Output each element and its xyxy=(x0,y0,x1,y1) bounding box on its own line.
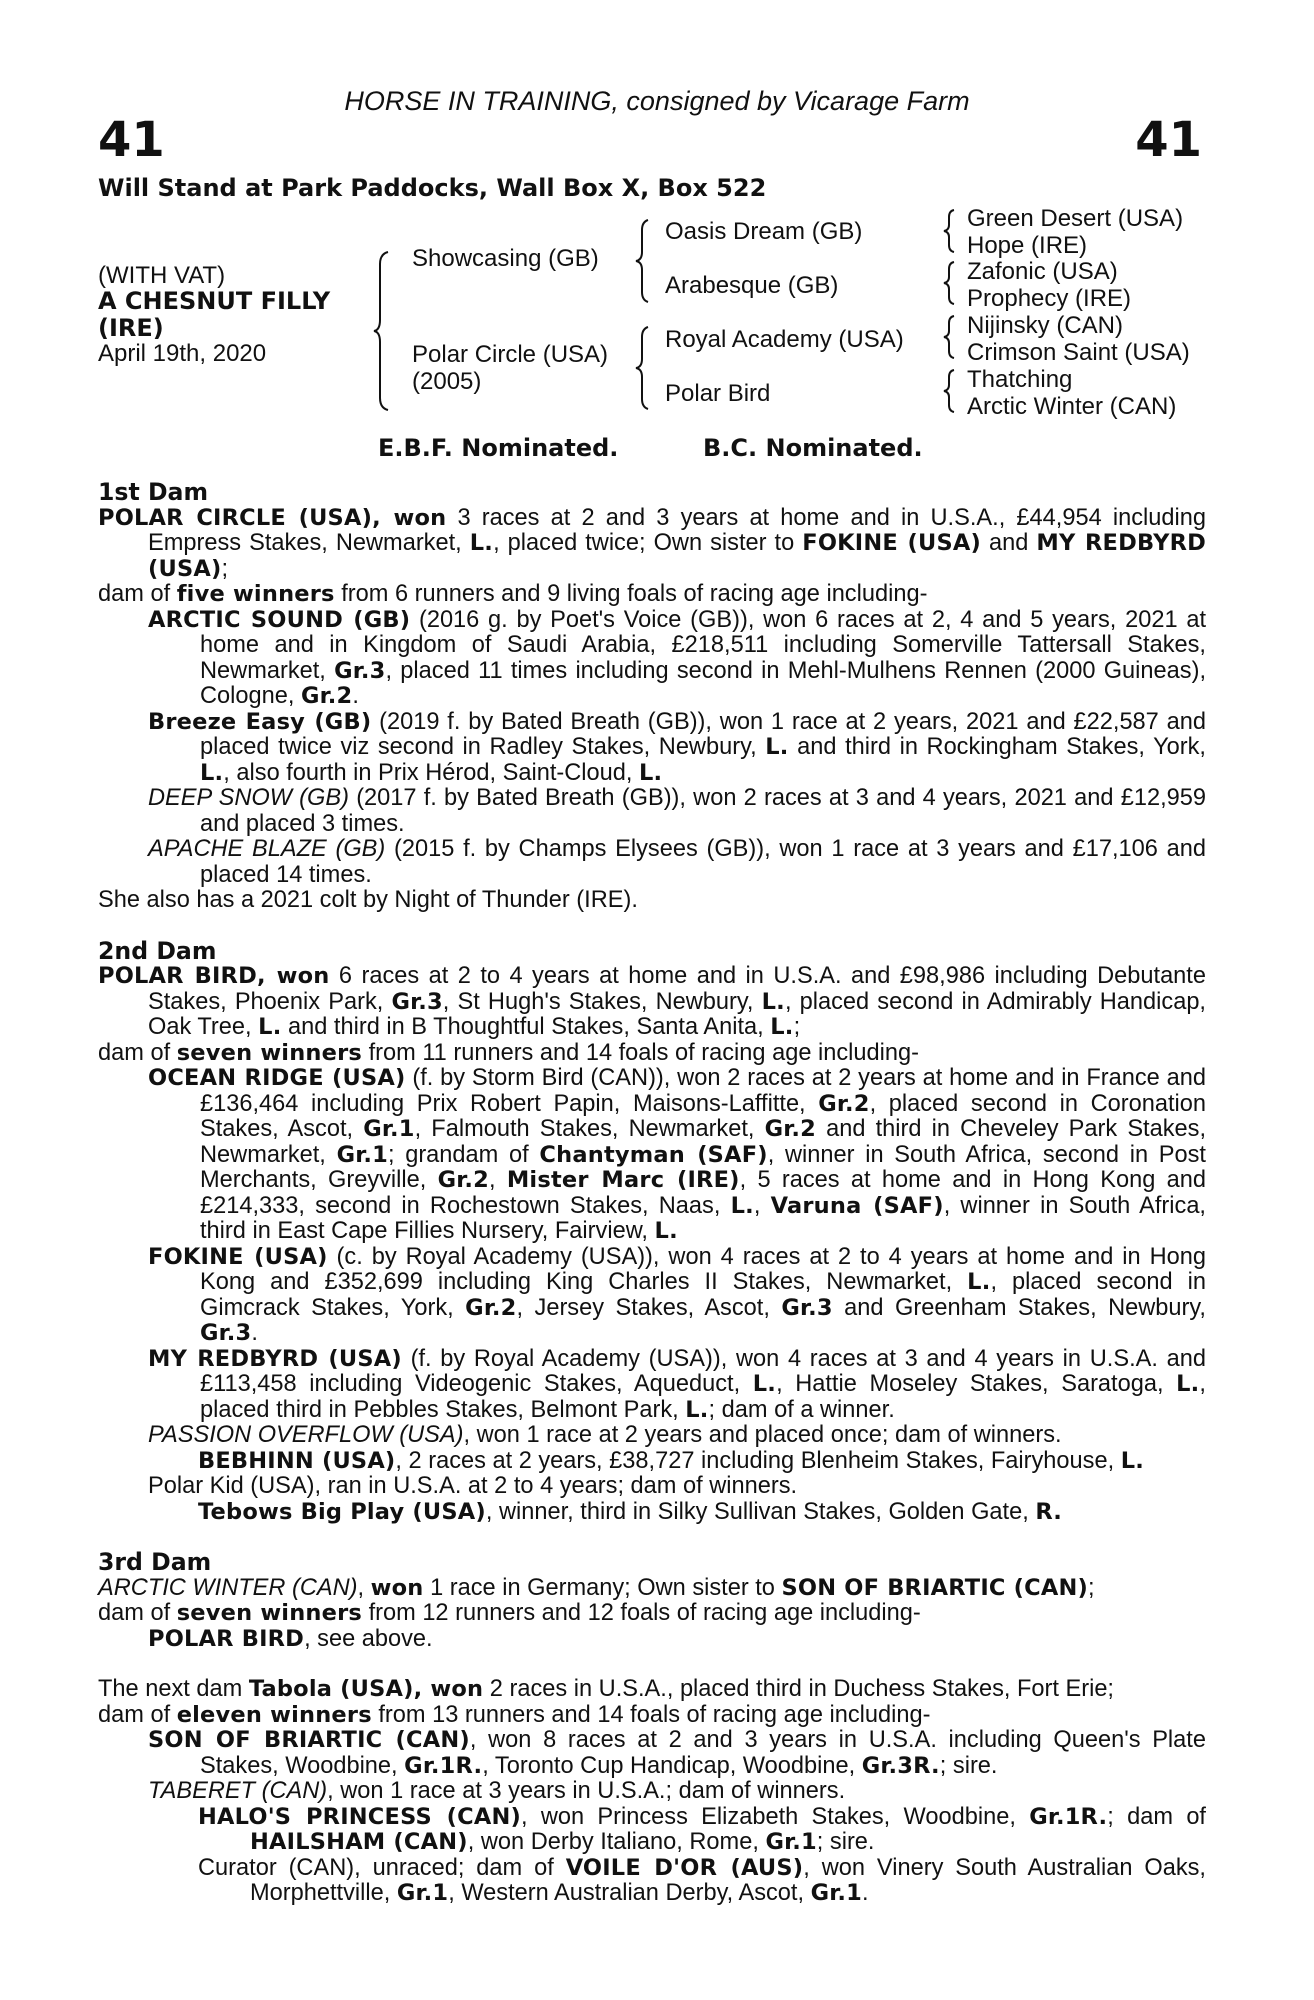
catalogue-body xyxy=(98,480,1206,1907)
lot-number-right: 41 xyxy=(1135,112,1202,168)
section-heading: 1st Dam xyxy=(98,478,209,506)
pedigree-paragraph: The next dam Tabola (USA), won 2 races in U.S.A., placed third in Duchess Stakes, Fort Erie; xyxy=(98,1676,1114,1702)
section-gap xyxy=(98,914,1206,939)
dam-year: (2005) xyxy=(412,368,482,395)
dam-of-sire: Arabesque (GB) xyxy=(665,272,839,299)
pedigree-paragraph: Tebows Big Play (USA), winner, third in Silky Sullivan Stakes, Golden Gate, R. xyxy=(198,1498,1063,1525)
section-heading: 2nd Dam xyxy=(98,936,217,965)
ped-ssd: Hope (IRE) xyxy=(967,232,1088,259)
pedigree-paragraph: POLAR CIRCLE (USA), won 3 races at 2 and 3 years at home and in U.S.A., £44,954 including Empress Stakes, Newmarket, L., placed twice; Own sister to FOKINE (USA) and MY REDBYRD (USA); xyxy=(98,504,1206,582)
bracket-g3-4 xyxy=(942,368,956,414)
pedigree-paragraph: HALO'S PRINCESS (CAN), won Princess Elizabeth Stakes, Woodbine, Gr.1R.; dam of HAILSHAM (CAN), won Derby Italiano, Rome, Gr.1; sire. xyxy=(198,1803,1206,1855)
pedigree-paragraph: MY REDBYRD (USA) (f. by Royal Academy (USA)), won 4 races at 3 and 4 years in U.S.A. and £113,458 including Videogenic Stakes, Aqueduct, L., Hattie Moseley Stakes, Saratoga, L., placed third in Pebbles Stakes, Belmont Park, L.; dam of a winner. xyxy=(148,1345,1206,1423)
pedigree-paragraph: TABERET (CAN), won 1 race at 3 years in U.S.A.; dam of winners. xyxy=(148,1778,846,1804)
vat-note: (WITH VAT) xyxy=(98,262,226,289)
pedigree-paragraph: dam of eleven winners from 13 runners and 14 foals of racing age including- xyxy=(98,1701,931,1728)
catalogue-header: HORSE IN TRAINING, consigned by Vicarage Farm xyxy=(344,86,970,116)
ped-sss: Green Desert (USA) xyxy=(967,205,1184,232)
pedigree-paragraph: SON OF BRIARTIC (CAN), won 8 races at 2 and 3 years in U.S.A. including Queen's Plate Stakes, Woodbine, Gr.1R., Toronto Cup Handicap, Woodbine, Gr.3R.; sire. xyxy=(148,1727,1206,1779)
dam: Polar Circle (USA) xyxy=(412,341,609,368)
ped-ddd: Arctic Winter (CAN) xyxy=(967,393,1177,420)
pedigree-paragraph: dam of seven winners from 11 runners and 14 foals of racing age including- xyxy=(98,1039,919,1066)
pedigree-paragraph: OCEAN RIDGE (USA) (f. by Storm Bird (CAN)), won 2 races at 2 years at home and in France and £136,464 including Prix Robert Papin, Maisons-Laffitte, Gr.2, placed second in Coronation Stakes, Ascot, Gr.1, Falmouth Stakes, Newmarket, Gr.2 and third in Cheveley Park Stakes, Newmarket, Gr.1; grandam of Chantyman (SAF), winner in South Africa, second in Post Merchants, Greyville, Gr.2, Mister Marc (IRE), 5 races at home and in Hong Kong and £214,333, second in Rochestown Stakes, Naas, L., Varuna (SAF), winner in South Africa, third in East Cape Fillies Nursery, Fairview, L. xyxy=(148,1065,1206,1244)
sire-of-sire: Oasis Dream (GB) xyxy=(665,218,863,245)
bracket-g3-1 xyxy=(942,208,956,254)
bracket-gen1 xyxy=(372,250,392,412)
pedigree-paragraph: Breeze Easy (GB) (2019 f. by Bated Breath (GB)), won 1 race at 2 years, 2021 and £22,587 and placed twice viz second in Radley Stakes, Newbury, L. and third in Rockingham Stakes, York, L., also fourth in Prix Hérod, Saint-Cloud, L. xyxy=(148,708,1206,786)
horse-origin: (IRE) xyxy=(98,314,164,342)
pedigree-paragraph: ARCTIC WINTER (CAN), won 1 race in Germany; Own sister to SON OF BRIARTIC (CAN); xyxy=(98,1574,1095,1601)
ped-dsd: Crimson Saint (USA) xyxy=(967,339,1190,366)
pedigree-paragraph: ARCTIC SOUND (GB) (2016 g. by Poet's Voice (GB)), won 6 races at 2, 4 and 5 years, 2021 at home and in Kingdom of Saudi Arabia, £218,511 including Somerville Tattersall Stakes, Newmarket, Gr.3, placed 11 times including second in Mehl-Mulhens Rennen (2000 Guineas), Cologne, Gr.2. xyxy=(148,606,1206,709)
ped-dss: Nijinsky (CAN) xyxy=(967,312,1123,339)
section-gap xyxy=(98,1525,1206,1550)
section-heading: 3rd Dam xyxy=(98,1548,212,1576)
ped-dds: Thatching xyxy=(967,366,1073,393)
dam-of-dam: Polar Bird xyxy=(665,380,771,407)
pedigree-paragraph: Polar Kid (USA), ran in U.S.A. at 2 to 4 years; dam of winners. xyxy=(148,1473,798,1499)
bc-nomination: B.C. Nominated. xyxy=(703,434,923,462)
pedigree-paragraph: APACHE BLAZE (GB) (2015 f. by Champs Elysees (GB)), won 1 race at 3 years and £17,106 and placed 14 times. xyxy=(148,836,1206,888)
bracket-dam-line xyxy=(634,325,650,411)
pedigree-paragraph: dam of seven winners from 12 runners and 12 foals of racing age including- xyxy=(98,1600,921,1626)
section-gap xyxy=(98,1652,1206,1677)
pedigree-paragraph: FOKINE (USA) (c. by Royal Academy (USA)), won 4 races at 2 to 4 years at home and in Hong Kong and £352,699 including King Charles II Stakes, Newmarket, L., placed second in Gimcrack Stakes, York, Gr.2, Jersey Stakes, Ascot, Gr.3 and Greenham Stakes, Newbury, Gr.3. xyxy=(148,1243,1206,1346)
pedigree-paragraph: BEBHINN (USA), 2 races at 2 years, £38,727 including Blenheim Stakes, Fairyhouse, L. xyxy=(198,1447,1144,1474)
pedigree-paragraph: dam of five winners from 6 runners and 9 living foals of racing age including- xyxy=(98,581,928,607)
ebf-nomination: E.B.F. Nominated. xyxy=(378,434,619,462)
lot-number-left: 41 xyxy=(98,112,165,168)
foaling-date: April 19th, 2020 xyxy=(98,340,267,367)
pedigree-paragraph: Curator (CAN), unraced; dam of VOILE D'OR (AUS), won Vinery South Australian Oaks, Morphettville, Gr.1, Western Australian Derby, Ascot, Gr.1. xyxy=(198,1854,1206,1906)
pedigree-paragraph: She also has a 2021 colt by Night of Thunder (IRE). xyxy=(98,887,638,913)
pedigree-paragraph: POLAR BIRD, won 6 races at 2 to 4 years at home and in U.S.A. and £98,986 including Debutante Stakes, Phoenix Park, Gr.3, St Hugh's Stakes, Newbury, L., placed second in Admirably Handicap, Oak Tree, L. and third in B Thoughtful Stakes, Santa Anita, L.; xyxy=(98,963,1206,1040)
pedigree-paragraph: PASSION OVERFLOW (USA), won 1 race at 2 years and placed once; dam of winners. xyxy=(148,1422,1062,1448)
bracket-g3-2 xyxy=(942,260,956,306)
sire-of-dam: Royal Academy (USA) xyxy=(665,326,904,353)
bracket-sire-line xyxy=(634,218,650,304)
sire: Showcasing (GB) xyxy=(412,245,599,272)
pedigree-paragraph: POLAR BIRD, see above. xyxy=(148,1625,433,1652)
stand-location: Will Stand at Park Paddocks, Wall Box X, Box 522 xyxy=(98,174,767,202)
ped-sds: Zafonic (USA) xyxy=(967,258,1118,285)
ped-sdd: Prophecy (IRE) xyxy=(967,285,1132,312)
pedigree-paragraph: DEEP SNOW (GB) (2017 f. by Bated Breath (GB)), won 2 races at 3 and 4 years, 2021 and £12,959 and placed 3 times. xyxy=(148,785,1206,837)
bracket-g3-3 xyxy=(942,314,956,360)
horse-name: A CHESNUT FILLY xyxy=(98,287,331,315)
